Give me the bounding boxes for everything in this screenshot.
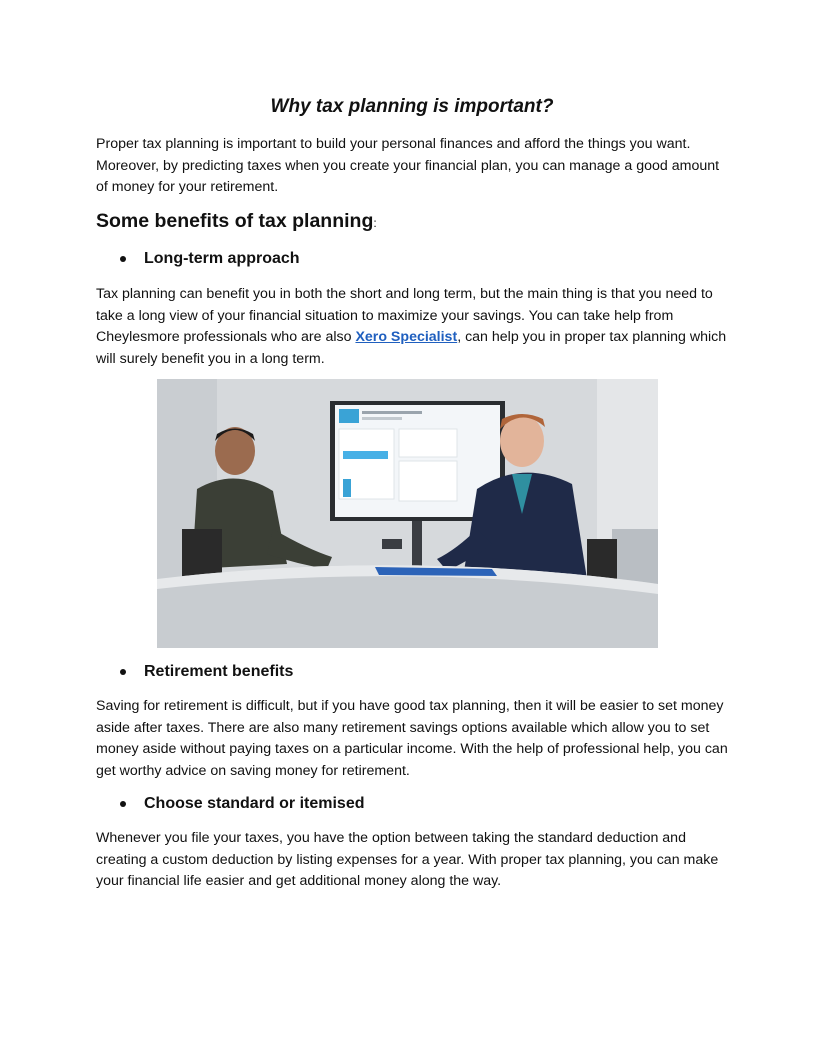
- benefits-heading-text: Some benefits of tax planning: [96, 210, 374, 232]
- section-heading-label: Long-term approach: [144, 250, 300, 267]
- long-term-text-after: , can help you in proper tax planning which will surely benefit you in a long term.: [96, 329, 727, 367]
- page-title: Why tax planning is important?: [270, 96, 554, 117]
- benefits-heading-colon: :: [373, 216, 377, 230]
- bullet-icon: [120, 256, 126, 262]
- section-heading-label: Retirement benefits: [144, 663, 294, 680]
- bullet-icon: [120, 669, 126, 675]
- benefits-heading: [96, 210, 377, 233]
- intro-paragraph: Proper tax planning is important to build your personal finances and afford the things you want. Moreover, by predicting taxes when you create your financial plan, you can manage a good amount of money for your retirement.: [96, 136, 720, 195]
- section-heading-standard-itemised: [120, 795, 365, 813]
- section-heading-label: Choose standard or itemised: [144, 795, 365, 812]
- bullet-icon: [120, 801, 126, 807]
- section-heading-retirement: [120, 663, 293, 681]
- meeting-photo: [157, 379, 658, 648]
- xero-specialist-link[interactable]: Xero Specialist: [355, 329, 458, 345]
- section-heading-long-term: [120, 250, 300, 268]
- standard-itemised-paragraph: Whenever you file your taxes, you have the option between taking the standard deduction and creating a custom deduction by listing expenses for a year. With proper tax planning, you can make your financial life easier and get additional money along the way.: [96, 830, 719, 889]
- retirement-paragraph: Saving for retirement is difficult, but if you have good tax planning, then it will be easier to set money aside after taxes. There are also many retirement savings options available which allow you to set money aside without paying taxes on a particular income. With the help of professional help, you can get worthy advice on saving money for retirement.: [96, 698, 728, 779]
- long-term-text-before: Tax planning can benefit you in both the short and long term, but the main thing is that you need to take a long view of your financial situation to maximize your savings. You can take help from Cheylesmore professionals who are also: [96, 286, 713, 345]
- long-term-paragraph: [96, 284, 728, 370]
